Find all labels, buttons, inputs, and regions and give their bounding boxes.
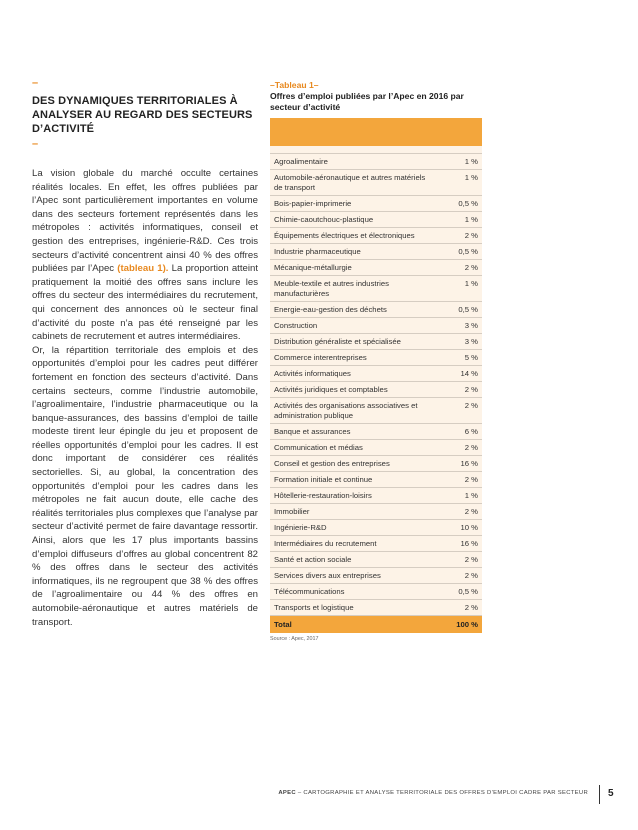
table-cell-sector: Industrie pharmaceutique bbox=[270, 244, 434, 260]
table-title: Offres d’emploi publiées par l’Apec en 2016 par secteur d’activité bbox=[270, 91, 464, 112]
right-column bbox=[270, 80, 482, 642]
table-cell-sector: Meuble-textile et autres industries manufacturières bbox=[270, 276, 434, 302]
table-cell-share: 14 % bbox=[434, 366, 482, 382]
footer-brand: APEC bbox=[278, 790, 296, 796]
table-row bbox=[270, 488, 482, 504]
table-source: Source : Apec, 2017 bbox=[270, 636, 319, 642]
table-header-band bbox=[270, 118, 482, 146]
table-cell-share: 6 % bbox=[434, 424, 482, 440]
table-row bbox=[270, 260, 482, 276]
table-row bbox=[270, 302, 482, 318]
table-cell-share: 0,5 % bbox=[434, 584, 482, 600]
table-cell-sector: Activités juridiques et comptables bbox=[270, 382, 434, 398]
table-cell-sector: Télécommunications bbox=[270, 584, 434, 600]
table-cell-share: 10 % bbox=[434, 520, 482, 536]
table-row bbox=[270, 440, 482, 456]
table-cell-sector: Activités informatiques bbox=[270, 366, 434, 382]
table-cell-sector: Santé et action sociale bbox=[270, 552, 434, 568]
left-column bbox=[32, 78, 258, 629]
table-total-label: Total bbox=[270, 616, 434, 634]
paragraph-1: La vision globale du marché occulte certaines réalités locales. En effet, les offres publiées par l’Apec sont particulièrement importantes en volume dans des secteurs fortement représentés dans les métropoles : activités informatiques, conseil et gestion des entreprises, ingénierie-R&D. Ces trois secteurs d’activité concentrent ainsi 40 % des offres publiées par l’Apec bbox=[32, 168, 258, 275]
table-row bbox=[270, 334, 482, 350]
table-cell-share: 2 % bbox=[434, 552, 482, 568]
table-cell-share: 2 % bbox=[434, 568, 482, 584]
section-dash-bottom: – bbox=[32, 138, 39, 150]
table-total-row bbox=[270, 616, 482, 634]
table-row bbox=[270, 398, 482, 424]
table-cell-share: 2 % bbox=[434, 600, 482, 616]
table-row bbox=[270, 350, 482, 366]
table-cell-sector: Ingénierie-R&D bbox=[270, 520, 434, 536]
table-spacer-row bbox=[270, 146, 482, 154]
table-row bbox=[270, 170, 482, 196]
table-row bbox=[270, 212, 482, 228]
section-dash-top: – bbox=[32, 77, 39, 89]
table-cell-share: 1 % bbox=[434, 488, 482, 504]
table-row bbox=[270, 276, 482, 302]
page-footer bbox=[278, 790, 588, 796]
table-row bbox=[270, 318, 482, 334]
table-cell-sector: Conseil et gestion des entreprises bbox=[270, 456, 434, 472]
table-cell-share: 1 % bbox=[434, 276, 482, 302]
footer-text: – CARTOGRAPHIE ET ANALYSE TERRITORIALE DES OFFRES D’EMPLOI CADRE PAR SECTEUR bbox=[295, 790, 588, 796]
table-cell-sector: Energie-eau-gestion des déchets bbox=[270, 302, 434, 318]
table-row bbox=[270, 552, 482, 568]
table-row bbox=[270, 472, 482, 488]
table-cell-sector: Immobilier bbox=[270, 504, 434, 520]
table-row bbox=[270, 504, 482, 520]
table-cell-share: 1 % bbox=[434, 170, 482, 196]
table-cell-sector: Chimie-caoutchouc-plastique bbox=[270, 212, 434, 228]
table-cell-sector: Bois-papier-imprimerie bbox=[270, 196, 434, 212]
table-cell-sector: Intermédiaires du recrutement bbox=[270, 536, 434, 552]
body-text bbox=[32, 167, 258, 629]
table-cell-sector: Construction bbox=[270, 318, 434, 334]
table-cell-share: 3 % bbox=[434, 318, 482, 334]
table-row bbox=[270, 568, 482, 584]
table-cell-share: 1 % bbox=[434, 212, 482, 228]
table-total-value: 100 % bbox=[434, 616, 482, 634]
paragraph-2: La proportion atteint pratiquement la moitié des offres sans inclure les offres du secteur des intermédiaires du recrutement, qui concernent des annonces où le secteur final d’activité du poste n’a pas été renseigné par les cabinets de recrutement et autres intermédiaires. bbox=[32, 263, 258, 343]
table-cell-sector: Équipements électriques et électroniques bbox=[270, 228, 434, 244]
table-cell-share: 2 % bbox=[434, 260, 482, 276]
table-cell-sector: Communication et médias bbox=[270, 440, 434, 456]
table-cell-sector: Agroalimentaire bbox=[270, 154, 434, 170]
table-row bbox=[270, 196, 482, 212]
table-cell-share: 5 % bbox=[434, 350, 482, 366]
table-cell-sector: Distribution généraliste et spécialisée bbox=[270, 334, 434, 350]
section-title: DES DYNAMIQUES TERRITORIALES À ANALYSER AU REGARD DES SECTEURS D’ACTIVITÉ bbox=[32, 95, 253, 135]
table-cell-sector: Commerce interentreprises bbox=[270, 350, 434, 366]
table-row bbox=[270, 600, 482, 616]
table-row bbox=[270, 584, 482, 600]
table-row bbox=[270, 382, 482, 398]
table-cell-share: 16 % bbox=[434, 536, 482, 552]
table-cell-sector: Activités des organisations associatives et administration publique bbox=[270, 398, 434, 424]
table-cell-share: 2 % bbox=[434, 228, 482, 244]
table-row bbox=[270, 154, 482, 170]
table-cell-share: 0,5 % bbox=[434, 244, 482, 260]
table-row bbox=[270, 456, 482, 472]
table-cell-share: 2 % bbox=[434, 440, 482, 456]
table-cell-share: 0,5 % bbox=[434, 196, 482, 212]
paragraph-3: Or, la répartition territoriale des emplois et des opportunités d’emploi pour les cadres peut différer fortement en fonction des secteurs d’activité. Dans certains secteurs, comme l’industrie automobile, l’agroalimentaire, l’industrie pharmaceutique ou la banque-assurances, des bassins d’emploi de taille modeste tirent leur épingle du jeu et proposent de réelles opportunités d’emploi pour les cadres. Il est donc important de considérer ces réalités sectorielles. Si, au global, la concentration des opportunités d’emploi pour les cadres dans les métropoles ne fait aucun doute, elle cache des réalités territoriales plus complexes que l’analyse par secteur d’activité permet de faire davantage ressortir. Ainsi, alors que les 17 plus importants bassins d’emploi diffuseurs d’offres au global concentrent 82 % des offres dans le secteur des activités informatiques, ils ne regroupent que 38 % des offres de l’agroalimentaire ou 44 % des offres en automobile-aéronautique et autres matériels de transport. bbox=[32, 344, 258, 628]
table-row bbox=[270, 520, 482, 536]
table-row bbox=[270, 424, 482, 440]
table-cell-share: 2 % bbox=[434, 472, 482, 488]
table-cell-share: 2 % bbox=[434, 382, 482, 398]
table-cell-sector: Automobile-aéronautique et autres matériels de transport bbox=[270, 170, 434, 196]
table-kicker: –Tableau 1– bbox=[270, 80, 319, 90]
page-number-divider bbox=[599, 785, 600, 804]
table-cell-sector: Banque et assurances bbox=[270, 424, 434, 440]
table-cell-share: 3 % bbox=[434, 334, 482, 350]
table-row bbox=[270, 366, 482, 382]
table-cell-share: 2 % bbox=[434, 398, 482, 424]
sector-table bbox=[270, 146, 482, 633]
table-row bbox=[270, 536, 482, 552]
table-cell-share: 2 % bbox=[434, 504, 482, 520]
table-cell-share: 0,5 % bbox=[434, 302, 482, 318]
table-cell-sector: Formation initiale et continue bbox=[270, 472, 434, 488]
table-cell-sector: Services divers aux entreprises bbox=[270, 568, 434, 584]
table-row bbox=[270, 228, 482, 244]
table-cell-sector: Hôtellerie-restauration-loisirs bbox=[270, 488, 434, 504]
table-row bbox=[270, 244, 482, 260]
table-reference-link[interactable]: (tableau 1). bbox=[117, 263, 169, 275]
table-cell-share: 1 % bbox=[434, 154, 482, 170]
table-cell-sector: Transports et logistique bbox=[270, 600, 434, 616]
table-cell-sector: Mécanique-métallurgie bbox=[270, 260, 434, 276]
page-number: 5 bbox=[608, 788, 614, 799]
table-cell-share: 16 % bbox=[434, 456, 482, 472]
